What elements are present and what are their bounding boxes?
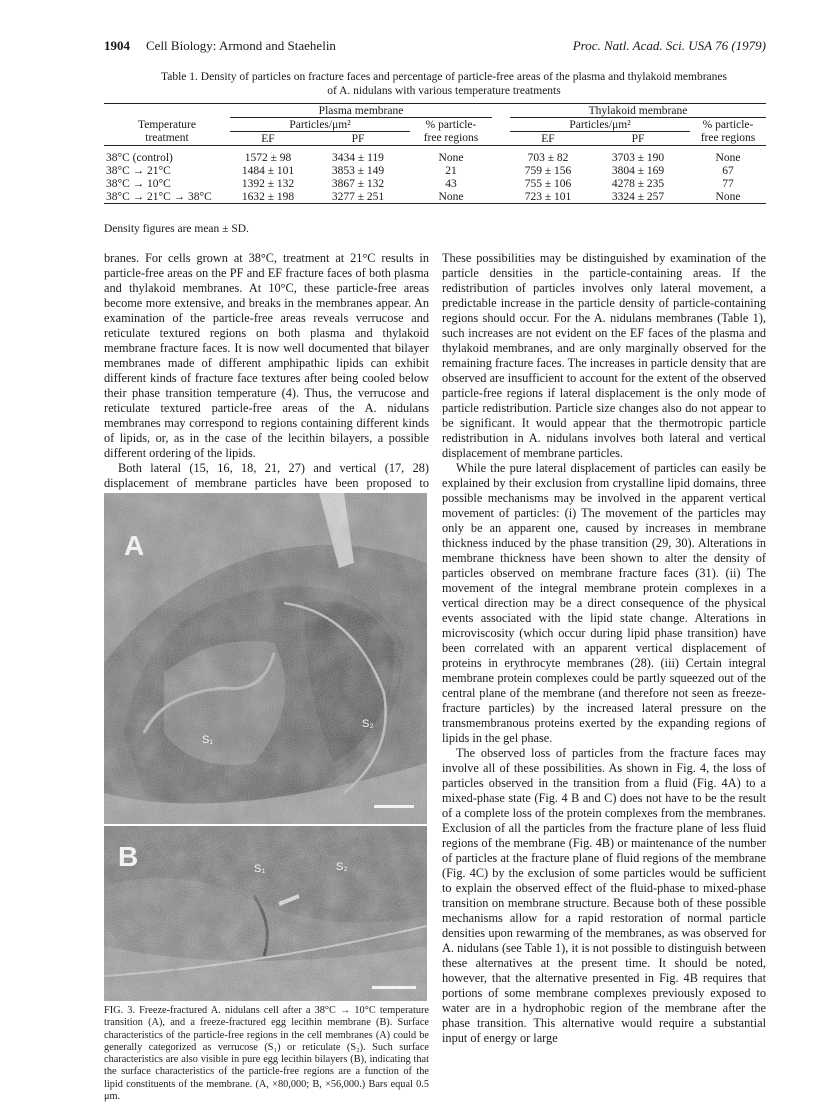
table-row: 38°C → 21°C → 38°C 1632 ± 198 3277 ± 251 None 723 ± 101 3324 ± 257 None bbox=[104, 190, 766, 204]
particle-density-table bbox=[104, 103, 766, 204]
pct-header-2: free regions bbox=[410, 132, 492, 146]
ef-header: EF bbox=[230, 132, 306, 146]
table-row: 38°C → 10°C 1392 ± 132 3867 ± 132 43 755 ± 106 4278 ± 235 77 bbox=[106, 177, 734, 190]
table-caption-line1: Table 1. Density of particles on fracture faces and percentage of particle-free areas of the plasma and thylakoid membranes bbox=[161, 71, 727, 83]
pct-header-1: % particle- bbox=[702, 118, 754, 131]
particles-header: Particles/μm² bbox=[230, 118, 410, 132]
paragraph: These possibilities may be distinguished by examination of the particle densities in the particle-containing areas. If the redistribution of particles involves only lateral movement, a predictable increase in the particle density of particle-containing regions should occur. For the A. nidulans membranes (Table 1), such increases are not evident on the EF faces of the plasma and thylakoid membranes, and are only marginally observed for the remaining fracture faces. The increases in particle density that are observed are insufficient to account for the extent of the observed particle-free regions if lateral displacement is the only mode of particle redistribution. Particle size changes also do not appear to be significant. It would appear that the thermotropic particle redistribution in A. nidulans involves both lateral and vertical displacement of membrane particles. bbox=[442, 251, 766, 460]
journal-citation: Proc. Natl. Acad. Sci. USA 76 (1979) bbox=[572, 38, 766, 53]
surface-label-s1: S₁ bbox=[202, 734, 214, 746]
pct-header-1: % particle- bbox=[425, 118, 477, 131]
scale-bar bbox=[374, 805, 414, 808]
surface-label-s1: S₁ bbox=[254, 863, 266, 875]
panel-label-a: A bbox=[124, 530, 145, 561]
temperature-header-1: Temperature bbox=[138, 118, 196, 131]
surface-label-s2: S₂ bbox=[362, 718, 374, 730]
particles-header: Particles/μm² bbox=[510, 118, 690, 132]
scale-bar bbox=[372, 986, 416, 989]
left-column bbox=[104, 251, 429, 506]
plasma-membrane-header: Plasma membrane bbox=[230, 104, 492, 118]
ef-header: EF bbox=[510, 132, 586, 146]
paragraph: The observed loss of particles from the fracture faces may involve all of these possibilities. As shown in Fig. 4, the loss of particles observed in the transition from a fluid (Fig. 4A) to a mixed-phase state (Fig. 4 B and C) does not have to be the result of a complete loss of the protein complexes from the membranes. Exclusion of all the particles from the fracture plane of less fluid regions of the membrane (Fig. 4B) or maintenance of the number of particles at the fracture plane of fluid regions of the membrane (Fig. 4C) by the exclusion of some particles would be sufficient to explain the observed effect of the fluid-phase to mixed-phase transition on membrane structure. Because both of these possible mechanisms allow for a rapid restoration of normal particle densities upon rewarming of the membranes, as was observed for A. nidulans (see Table 1), it is not possible to distinguish between these alternatives at the present time. It should be noted, however, that the alternative presented in Fig. 4B requires that portions of some membrane complexes previously exposed to water are in a hydrophobic region of the membrane after the phase transition. This alternative would require a substantial input of energy or large bbox=[442, 746, 766, 1045]
paragraph: branes. For cells grown at 38°C, treatment at 21°C results in particle-free areas on the PF and EF fracture faces of both plasma and thylakoid membranes. At 10°C, these particle-free areas become more extensive, and breaks in the membranes appear. An examination of the particle-free areas reveals verrucose and reticulate textured regions on both plasma and thylakoid membrane fracture faces. It is now well documented that bilayer membranes made of different amphipathic lipids can exhibit different kinds of fracture face textures after being cooled below their phase transition temperature (4). Thus, the verrucose and reticulate textured particle-free areas of the A. nidulans membranes may correspond to regions containing different kinds of lipids, or, as in the case of the lecithin bilayers, a possible different ordering of the lipids. bbox=[104, 251, 429, 460]
figure-caption: FIG. 3. Freeze-fractured A. nidulans cell after a 38°C → 10°C temperature transition (A), and a freeze-fractured egg lecithin membrane (B). Surface characteristics of the particle-free regions in the cell membranes (A) could be generally categorized as verrucose (S₁) or reticulate (S₂). Such surface characteristics are also visible in pure egg lecithin bilayers (B), indicating that the surface characteristics of the particle-free regions are a function of the lipid constituents of the membrane. (A, ×80,000; B, ×56,000.) Bars equal 0.5 μm. bbox=[104, 1005, 429, 1103]
surface-label-s2: S₂ bbox=[336, 861, 348, 873]
running-header bbox=[104, 38, 766, 56]
section-title: Cell Biology: Armond and Staehelin bbox=[146, 38, 336, 53]
temperature-header-2: treatment bbox=[104, 132, 230, 146]
pf-header: PF bbox=[306, 132, 410, 146]
pct-header-2: free regions bbox=[690, 132, 766, 146]
micrograph-panel-b bbox=[104, 826, 427, 1001]
paragraph: Both lateral (15, 16, 18, 21, 27) and vertical (17, 28) displacement of membrane particles have been proposed to bbox=[104, 461, 429, 490]
thylakoid-membrane-header: Thylakoid membrane bbox=[510, 104, 766, 118]
micrograph-panel-a bbox=[104, 493, 427, 824]
table-row: 38°C → 21°C 1484 ± 101 3853 ± 149 21 759 ± 156 3804 ± 169 67 bbox=[106, 164, 734, 177]
page-number: 1904 bbox=[104, 38, 130, 53]
table-caption-line2: of A. nidulans with various temperature treatments bbox=[327, 85, 561, 97]
panel-label-b: B bbox=[118, 841, 139, 872]
table-row: 38°C (control) 1572 ± 98 3434 ± 119 None 703 ± 82 3703 ± 190 None bbox=[106, 151, 741, 164]
right-column bbox=[442, 251, 766, 1046]
paragraph: While the pure lateral displacement of particles can easily be explained by their exclusion from crystalline lipid domains, three possible mechanisms may be involved in the apparent vertical movement of particles: (i) The movement of the particles may only be an apparent one, caused by increases in membrane thickness induced by the phase transition (29, 30). Alterations in membrane thickness have been shown to alter the density of particles observed on membrane fracture faces (31). (ii) The movement of the integral membrane protein complexes in a vertical direction may be a direct consequence of the physical events associated with the lipid state change. Alterations in microviscosity (which occur during lipid phase transition) have been correlated with an apparent vertical displacement of proteins in erythrocyte membranes (28). (iii) Certain integral membrane protein complexes could be partly squeezed out of the central plane of the membrane (and therefore not seen as freeze-fracture particles) by the increased lateral pressure on the transmembranous proteins exerted by the expanding regions of lipids in the gel phase. bbox=[442, 461, 766, 745]
table-caption bbox=[114, 70, 774, 98]
table-footnote: Density figures are mean ± SD. bbox=[104, 223, 249, 235]
pf-header: PF bbox=[586, 132, 690, 146]
